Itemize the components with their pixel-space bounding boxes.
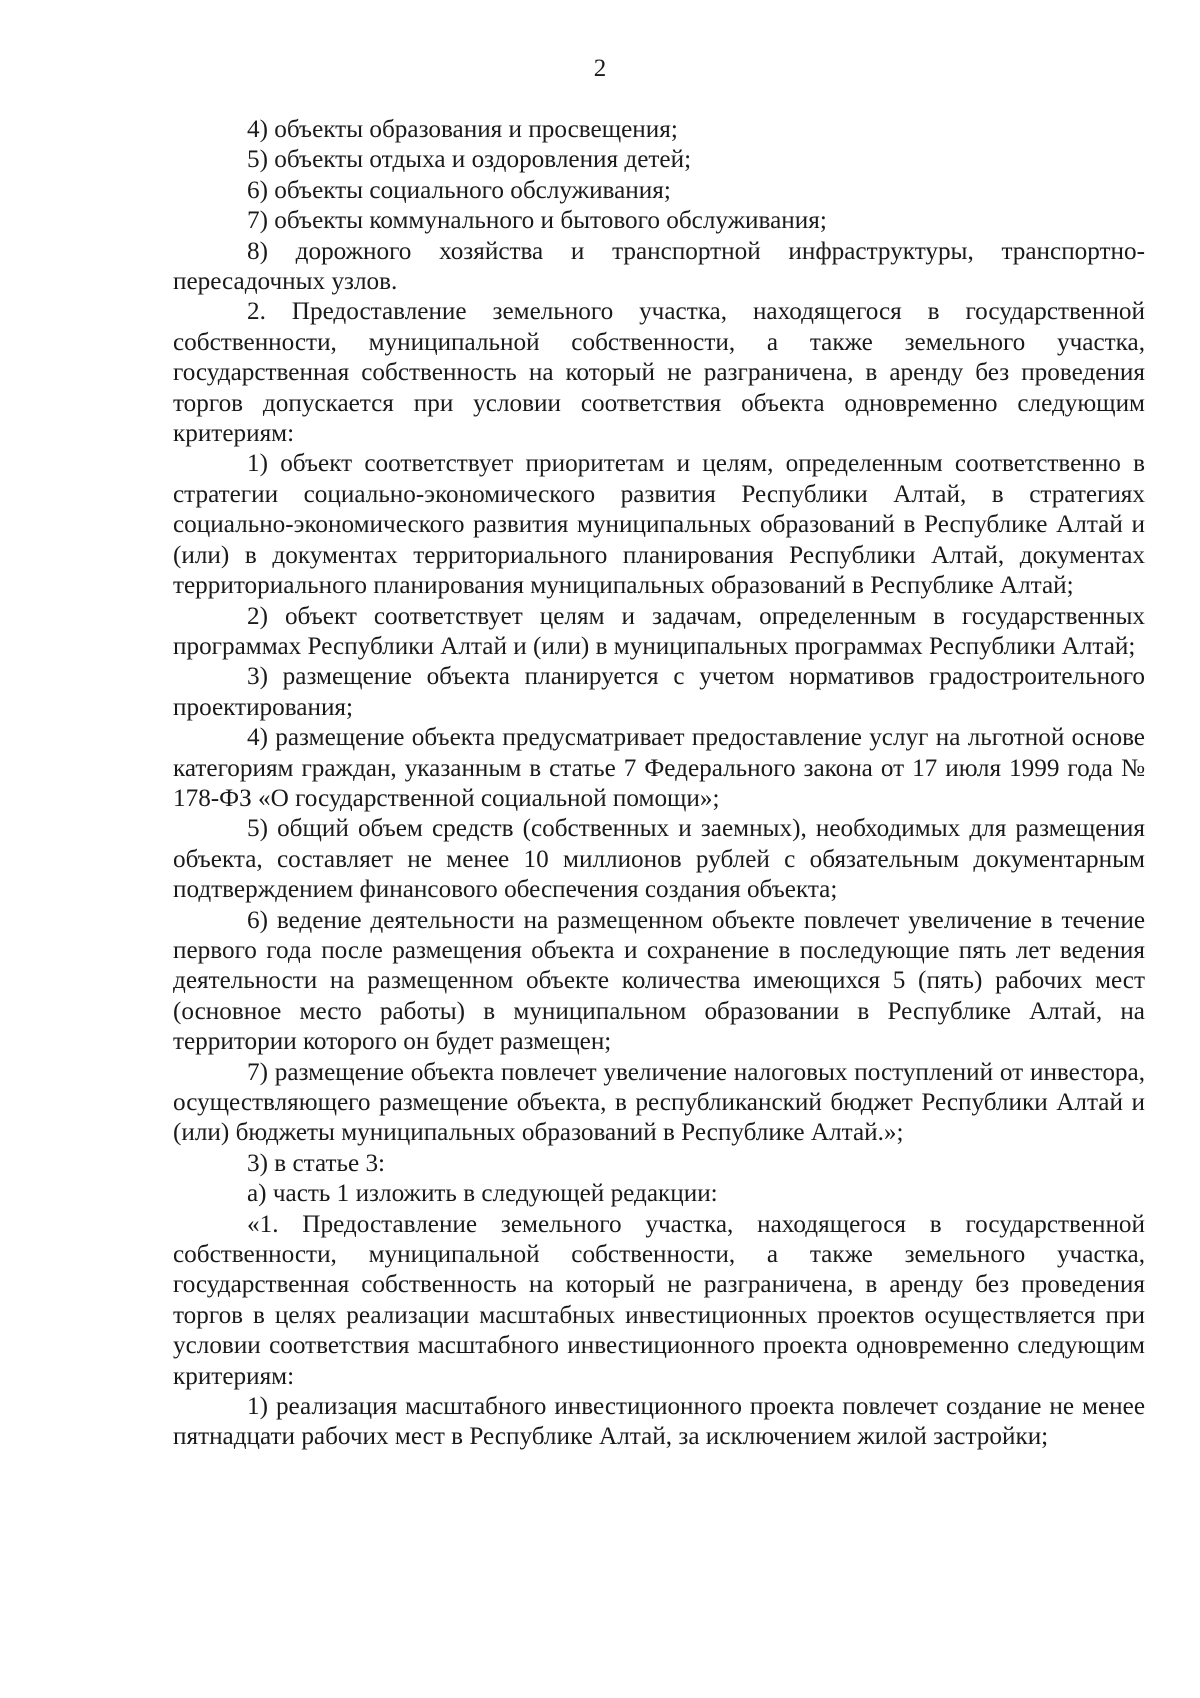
criterion-3-urban-norms: 3) размещение объекта планируется с учетом нормативов градостроительного проектирования; — [173, 663, 1145, 721]
list-item-education-objects: 4) объекты образования и просвещения; — [247, 116, 678, 143]
amendment-article-3: 3) в статье 3: — [247, 1149, 386, 1177]
criterion-4-preferential-services: 4) размещение объекта предусматривает предоставление услуг на льготной основе категориям граждан, указанным в статье 7 Федерального закона от 17 июля 1999 года № 178-ФЗ «О государственной социальной помощи»; — [173, 724, 1145, 812]
list-item-communal-service-objects: 7) объекты коммунального и бытового обслуживания; — [247, 207, 827, 235]
criterion-6-jobs: 6) ведение деятельности на размещенном объекте повлечет увеличение в течение первого года после размещения объекта и сохранение в последующие пять лет ведения деятельности на размещенном объекте количества имеющихся 5 (пять) рабочих мест (основное место работы) в муниципальном образовании в Республике Алтай, на территории которого он будет размещен; — [173, 906, 1145, 1056]
criterion-5-investment-volume: 5) общий объем средств (собственных и заемных), необходимых для размещения объекта, составляет не менее 10 миллионов рублей с обязательным документарным подтверждением финансового обеспечения создания объекта; — [173, 815, 1145, 904]
criterion-2-programs: 2) объект соответствует целям и задачам, определенным в государственных программах Республики Алтай и (или) в муниципальных программах Республики Алтай; — [173, 602, 1145, 660]
amendment-part-1-intro: а) часть 1 изложить в следующей редакции: — [247, 1180, 718, 1208]
criterion-7-tax-revenue: 7) размещение объекта повлечет увеличение налоговых поступлений от инвестора, осуществляющего размещение объекта, в республиканский бюджет Республики Алтай и (или) бюджеты муниципальных образований в Республике Алтай.»; — [173, 1058, 1145, 1147]
criterion-1-strategy: 1) объект соответствует приоритетам и целям, определенным соответственно в стратегии социально-экономического развития Республики Алтай, в стратегиях социально-экономического развития муниципальных образований в Республике Алтай и (или) в документах территориального планирования Республики Алтай, документах территориального планирования муниципальных образований в Республике Алтай; — [173, 450, 1145, 600]
paragraph-clause-2: 2. Предоставление земельного участка, находящегося в государственной собственности, муниципальной собственности, а также земельного участка, государственная собственность на который не разграничена, в аренду без проведения торгов допускается при условии соответствия объекта одновременно следующим критериям: — [173, 298, 1145, 448]
list-item-children-recreation-objects: 5) объекты отдыха и оздоровления детей; — [247, 146, 692, 174]
document-body — [173, 115, 1145, 1453]
paragraph-new-part-1: «1. Предоставление земельного участка, находящегося в государственной собственности, муниципальной собственности, а также земельного участка, государственная собственность на который не разграничена, в аренду без проведения торгов в целях реализации масштабных инвестиционных проектов осуществляется при условии соответствия масштабного инвестиционного проекта одновременно следующим критериям: — [173, 1210, 1145, 1390]
list-item-road-infrastructure: 8) дорожного хозяйства и транспортной инфраструктуры, транспортно-пересадочных узлов. — [173, 237, 1145, 296]
page-number: 2 — [593, 55, 607, 82]
list-item-social-service-objects: 6) объекты социального обслуживания; — [247, 176, 671, 204]
criterion-large-project-jobs: 1) реализация масштабного инвестиционного проекта повлечет создание не менее пятнадцати рабочих мест в Республике Алтай, за исключением жилой застройки; — [173, 1393, 1145, 1451]
